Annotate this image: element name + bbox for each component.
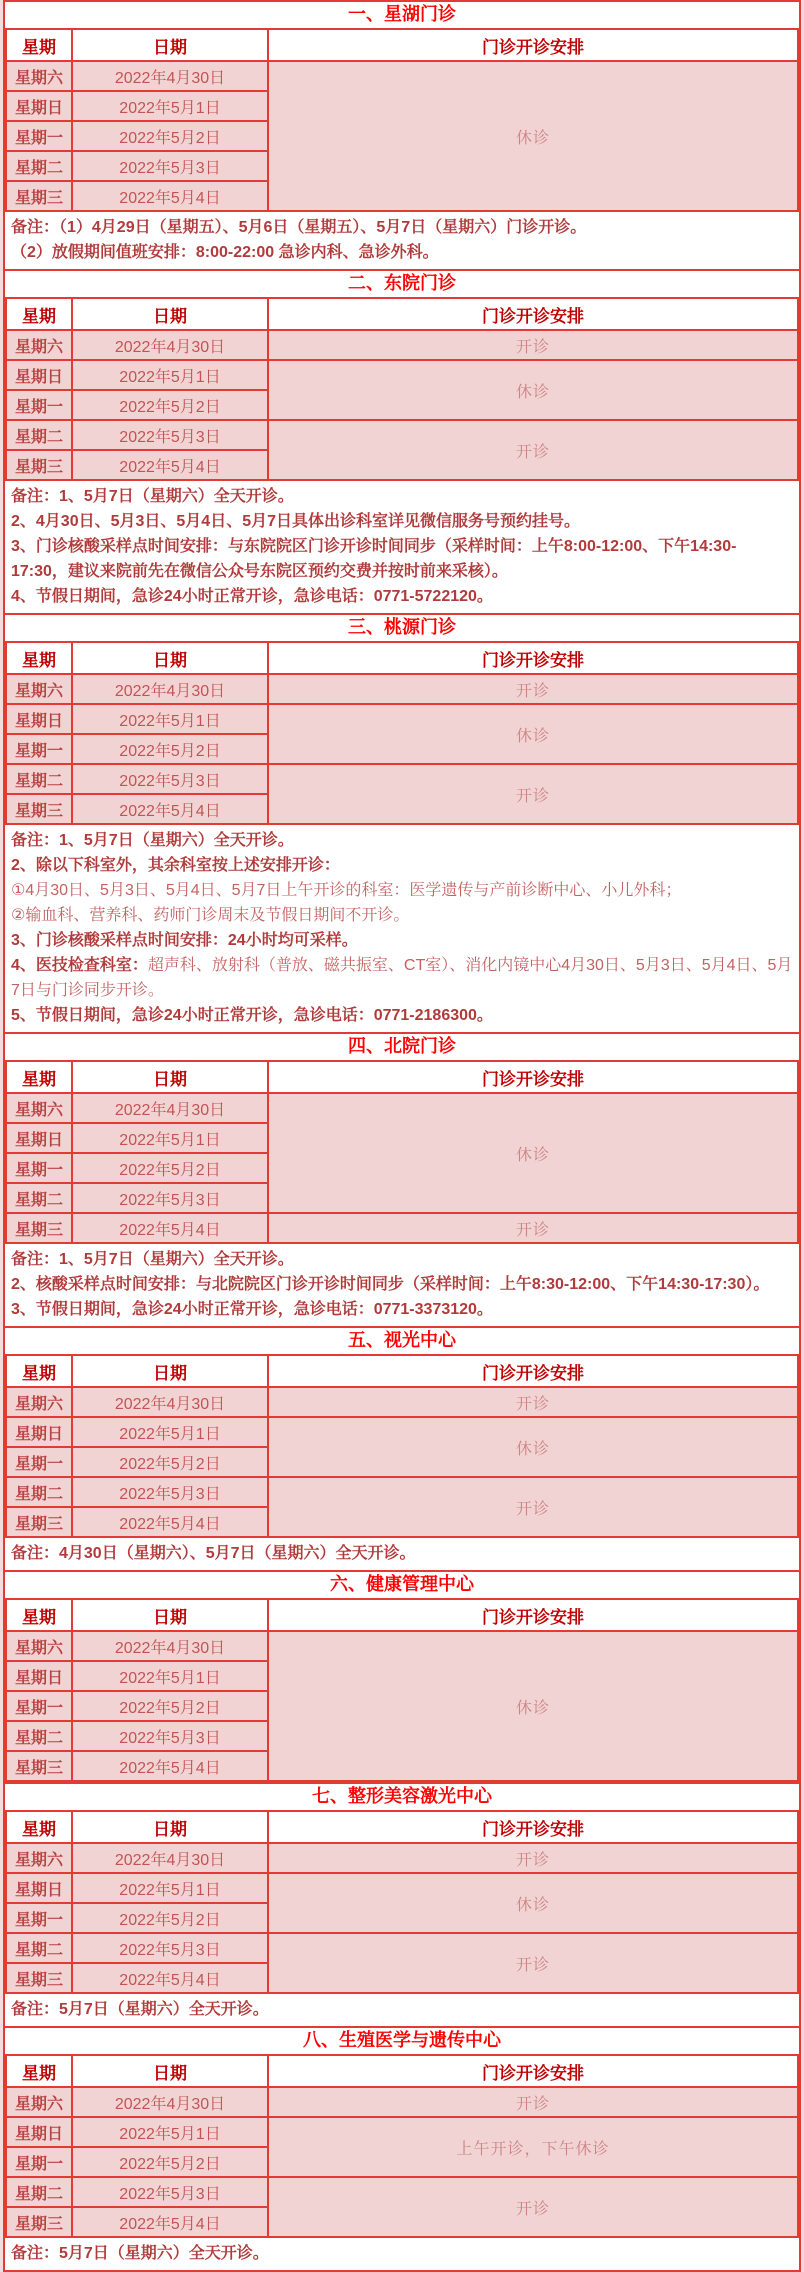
clinic-section: [5, 1782, 799, 2026]
schedule-row: [6, 704, 798, 734]
weekday-cell: 星期二: [6, 1183, 72, 1213]
clinic-section: [5, 269, 799, 613]
note-line: [11, 1272, 793, 1297]
weekday-cell: 星期日: [6, 91, 72, 121]
schedule-row: [6, 360, 798, 390]
weekday-cell: 星期三: [6, 794, 72, 824]
section-notes: [5, 1994, 799, 2026]
weekday-cell: 星期三: [6, 1963, 72, 1993]
date-cell: 2022年5月2日: [72, 1691, 268, 1721]
note-line: [11, 878, 793, 903]
schedule-row: [6, 420, 798, 450]
column-header-week: 星期: [6, 642, 72, 674]
date-cell: 2022年5月2日: [72, 1153, 268, 1183]
note-bold-text: 备注：1、5月7日（星期六）全天开诊。: [11, 1251, 294, 1268]
column-header-week: 星期: [6, 2055, 72, 2087]
weekday-cell: 星期二: [6, 1477, 72, 1507]
schedule-row: [6, 1933, 798, 1963]
schedule-table: [5, 2054, 799, 2238]
clinic-section: [5, 2026, 799, 2270]
date-cell: 2022年5月1日: [72, 1123, 268, 1153]
date-cell: 2022年5月2日: [72, 1903, 268, 1933]
column-header-arrangement: 门诊开诊安排: [268, 1355, 798, 1387]
weekday-cell: 星期六: [6, 1631, 72, 1661]
weekday-cell: 星期二: [6, 1933, 72, 1963]
schedule-row: [6, 1631, 798, 1661]
date-cell: 2022年5月3日: [72, 1477, 268, 1507]
note-bold-text: 2、除以下科室外，其余科室按上述安排开诊：: [11, 857, 340, 874]
schedule-body: [6, 1387, 798, 1537]
note-bold-text: 备注：5月7日（星期六）全天开诊。: [11, 2001, 269, 2018]
date-cell: 2022年5月3日: [72, 151, 268, 181]
note-line: [11, 484, 793, 509]
clinic-section: [5, 613, 799, 1032]
date-cell: 2022年5月4日: [72, 450, 268, 480]
date-cell: 2022年5月1日: [72, 1417, 268, 1447]
date-cell: 2022年5月1日: [72, 360, 268, 390]
column-header-arrangement: 门诊开诊安排: [268, 642, 798, 674]
section-title: 三、桃源门诊: [5, 613, 799, 641]
arrangement-status-cell: 开诊: [268, 764, 798, 824]
note-normal-text: ②输血科、营养科、药师门诊周末及节假日期间不开诊。: [11, 907, 410, 924]
weekday-cell: 星期一: [6, 1153, 72, 1183]
note-bold-text: （2）放假期间值班安排：8:00-22:00 急诊内科、急诊外科。: [11, 244, 439, 261]
date-cell: 2022年5月2日: [72, 2147, 268, 2177]
weekday-cell: 星期六: [6, 1843, 72, 1873]
column-header-week: 星期: [6, 29, 72, 61]
arrangement-status-cell: 开诊: [268, 2177, 798, 2237]
note-bold-text: 3、门诊核酸采样点时间安排：24小时均可采样。: [11, 932, 358, 949]
section-title: 四、北院门诊: [5, 1032, 799, 1060]
note-line: [11, 903, 793, 928]
date-cell: 2022年5月4日: [72, 2207, 268, 2237]
arrangement-status-cell: 开诊: [268, 674, 798, 704]
note-bold-text: 4、节假日期间，急诊24小时正常开诊，急诊电话：0771-5722120。: [11, 588, 493, 605]
weekday-cell: 星期六: [6, 674, 72, 704]
note-line: [11, 853, 793, 878]
weekday-cell: 星期六: [6, 330, 72, 360]
section-notes: [5, 1244, 799, 1326]
schedule-header-row: [6, 1061, 798, 1093]
date-cell: 2022年4月30日: [72, 1387, 268, 1417]
weekday-cell: 星期六: [6, 61, 72, 91]
column-header-date: 日期: [72, 1061, 268, 1093]
schedule-row: [6, 2177, 798, 2207]
column-header-week: 星期: [6, 1811, 72, 1843]
weekday-cell: 星期一: [6, 390, 72, 420]
clinic-section: [5, 1032, 799, 1326]
section-notes: [5, 481, 799, 613]
date-cell: 2022年5月2日: [72, 390, 268, 420]
schedule-table: [5, 28, 799, 212]
schedule-body: [6, 1093, 798, 1243]
column-header-week: 星期: [6, 1355, 72, 1387]
note-bold-text: 5、节假日期间，急诊24小时正常开诊，急诊电话：0771-2186300。: [11, 1007, 493, 1024]
date-cell: 2022年5月4日: [72, 794, 268, 824]
column-header-date: 日期: [72, 1355, 268, 1387]
weekday-cell: 星期三: [6, 1751, 72, 1781]
schedule-row: [6, 1093, 798, 1123]
note-bold-text: 备注：（1）4月29日（星期五）、5月6日（星期五）、5月7日（星期六）门诊开诊。: [11, 219, 587, 236]
schedule-header-row: [6, 1355, 798, 1387]
schedule-body: [6, 330, 798, 480]
date-cell: 2022年5月3日: [72, 420, 268, 450]
schedule-row: [6, 1873, 798, 1903]
date-cell: 2022年5月4日: [72, 1963, 268, 1993]
arrangement-status-cell: 休诊: [268, 61, 798, 211]
column-header-arrangement: 门诊开诊安排: [268, 1061, 798, 1093]
schedule-table: [5, 1598, 799, 1782]
note-bold-text: 备注：5月7日（星期六）全天开诊。: [11, 2245, 269, 2262]
schedule-table: [5, 1060, 799, 1244]
note-line: [11, 2241, 793, 2266]
weekday-cell: 星期一: [6, 121, 72, 151]
weekday-cell: 星期一: [6, 1691, 72, 1721]
arrangement-status-cell: 上午开诊，下午休诊: [268, 2117, 798, 2177]
schedule-header-row: [6, 1811, 798, 1843]
schedule-row: [6, 330, 798, 360]
weekday-cell: 星期六: [6, 1387, 72, 1417]
arrangement-status-cell: 开诊: [268, 1387, 798, 1417]
column-header-arrangement: 门诊开诊安排: [268, 1599, 798, 1631]
arrangement-status-cell: 休诊: [268, 1631, 798, 1781]
note-line: [11, 1997, 793, 2022]
schedule-header-row: [6, 29, 798, 61]
date-cell: 2022年5月1日: [72, 2117, 268, 2147]
weekday-cell: 星期日: [6, 1417, 72, 1447]
schedule-header-row: [6, 642, 798, 674]
note-line: [11, 215, 793, 240]
arrangement-status-cell: 开诊: [268, 330, 798, 360]
schedule-body: [6, 674, 798, 824]
arrangement-status-cell: 休诊: [268, 1873, 798, 1933]
weekday-cell: 星期日: [6, 1123, 72, 1153]
weekday-cell: 星期六: [6, 2087, 72, 2117]
weekday-cell: 星期二: [6, 764, 72, 794]
column-header-week: 星期: [6, 1599, 72, 1631]
date-cell: 2022年4月30日: [72, 2087, 268, 2117]
date-cell: 2022年5月2日: [72, 734, 268, 764]
column-header-arrangement: 门诊开诊安排: [268, 298, 798, 330]
schedule-row: [6, 674, 798, 704]
schedule-row: [6, 2117, 798, 2147]
column-header-date: 日期: [72, 1599, 268, 1631]
note-line: [11, 534, 793, 584]
clinic-section: [5, 1570, 799, 1782]
column-header-week: 星期: [6, 298, 72, 330]
holiday-clinic-schedule-document: [3, 0, 801, 2272]
date-cell: 2022年4月30日: [72, 674, 268, 704]
note-bold-text: 备注：1、5月7日（星期六）全天开诊。: [11, 488, 294, 505]
column-header-week: 星期: [6, 1061, 72, 1093]
section-notes: [5, 212, 799, 269]
section-title: 二、东院门诊: [5, 269, 799, 297]
schedule-body: [6, 61, 798, 211]
date-cell: 2022年4月30日: [72, 61, 268, 91]
date-cell: 2022年4月30日: [72, 330, 268, 360]
arrangement-status-cell: 休诊: [268, 1417, 798, 1477]
schedule-header-row: [6, 298, 798, 330]
section-notes: [5, 825, 799, 1032]
note-bold-text: 备注：1、5月7日（星期六）全天开诊。: [11, 832, 294, 849]
date-cell: 2022年5月3日: [72, 1183, 268, 1213]
note-line: [11, 1003, 793, 1028]
schedule-row: [6, 764, 798, 794]
weekday-cell: 星期日: [6, 360, 72, 390]
date-cell: 2022年5月3日: [72, 1721, 268, 1751]
schedule-body: [6, 1631, 798, 1781]
date-cell: 2022年5月1日: [72, 91, 268, 121]
date-cell: 2022年5月2日: [72, 1447, 268, 1477]
column-header-date: 日期: [72, 2055, 268, 2087]
weekday-cell: 星期二: [6, 1721, 72, 1751]
date-cell: 2022年5月3日: [72, 764, 268, 794]
section-title: 八、生殖医学与遗传中心: [5, 2026, 799, 2054]
schedule-table: [5, 1810, 799, 1994]
schedule-body: [6, 1843, 798, 1993]
date-cell: 2022年5月3日: [72, 1933, 268, 1963]
note-line: [11, 584, 793, 609]
note-line: [11, 828, 793, 853]
arrangement-status-cell: 开诊: [268, 420, 798, 480]
section-title: 五、视光中心: [5, 1326, 799, 1354]
schedule-row: [6, 1387, 798, 1417]
note-line: [11, 1297, 793, 1322]
date-cell: 2022年5月4日: [72, 1213, 268, 1243]
weekday-cell: 星期二: [6, 420, 72, 450]
weekday-cell: 星期二: [6, 151, 72, 181]
weekday-cell: 星期三: [6, 1507, 72, 1537]
arrangement-status-cell: 开诊: [268, 1843, 798, 1873]
note-bold-text: 2、4月30日、5月3日、5月4日、5月7日具体出诊科室详见微信服务号预约挂号。: [11, 513, 580, 530]
date-cell: 2022年5月4日: [72, 181, 268, 211]
date-cell: 2022年5月4日: [72, 1751, 268, 1781]
date-cell: 2022年4月30日: [72, 1631, 268, 1661]
column-header-date: 日期: [72, 1811, 268, 1843]
schedule-row: [6, 1843, 798, 1873]
weekday-cell: 星期日: [6, 1661, 72, 1691]
weekday-cell: 星期一: [6, 2147, 72, 2177]
sections-container: [5, 2, 799, 2270]
schedule-row: [6, 1477, 798, 1507]
schedule-row: [6, 2087, 798, 2117]
weekday-cell: 星期日: [6, 2117, 72, 2147]
note-line: [11, 1541, 793, 1566]
schedule-body: [6, 2087, 798, 2237]
note-line: [11, 240, 793, 265]
schedule-table: [5, 297, 799, 481]
note-bold-text: 3、节假日期间，急诊24小时正常开诊，急诊电话：0771-3373120。: [11, 1301, 493, 1318]
note-normal-text: ①4月30日、5月3日、5月4日、5月7日上午开诊的科室：医学遗传与产前诊断中心、小儿外科；: [11, 882, 682, 899]
note-bold-text: 备注：4月30日（星期六）、5月7日（星期六）全天开诊。: [11, 1545, 416, 1562]
column-header-date: 日期: [72, 29, 268, 61]
column-header-arrangement: 门诊开诊安排: [268, 2055, 798, 2087]
arrangement-status-cell: 休诊: [268, 360, 798, 420]
section-notes: [5, 1538, 799, 1570]
arrangement-status-cell: 休诊: [268, 1093, 798, 1213]
clinic-section: [5, 2, 799, 269]
note-line: [11, 509, 793, 534]
weekday-cell: 星期一: [6, 1447, 72, 1477]
column-header-arrangement: 门诊开诊安排: [268, 1811, 798, 1843]
date-cell: 2022年4月30日: [72, 1843, 268, 1873]
schedule-table: [5, 1354, 799, 1538]
column-header-date: 日期: [72, 298, 268, 330]
schedule-header-row: [6, 2055, 798, 2087]
section-title: 六、健康管理中心: [5, 1570, 799, 1598]
date-cell: 2022年5月1日: [72, 1661, 268, 1691]
weekday-cell: 星期三: [6, 1213, 72, 1243]
note-normal-text: 超声科、放射科（普放、磁共振室、CT室）、消化内镜中心4月30日、5月3日、5月4日、5月7日与门诊同步开诊。: [11, 957, 793, 999]
schedule-row: [6, 1213, 798, 1243]
weekday-cell: 星期日: [6, 704, 72, 734]
date-cell: 2022年5月2日: [72, 121, 268, 151]
arrangement-status-cell: 休诊: [268, 704, 798, 764]
note-line: [11, 1247, 793, 1272]
arrangement-status-cell: 开诊: [268, 1477, 798, 1537]
date-cell: 2022年5月1日: [72, 704, 268, 734]
section-title: 七、整形美容激光中心: [5, 1782, 799, 1810]
column-header-date: 日期: [72, 642, 268, 674]
clinic-section: [5, 1326, 799, 1570]
date-cell: 2022年5月3日: [72, 2177, 268, 2207]
note-line: [11, 928, 793, 953]
section-title: 一、星湖门诊: [5, 2, 799, 28]
arrangement-status-cell: 开诊: [268, 1933, 798, 1993]
weekday-cell: 星期一: [6, 734, 72, 764]
date-cell: 2022年5月4日: [72, 1507, 268, 1537]
weekday-cell: 星期三: [6, 181, 72, 211]
schedule-table: [5, 641, 799, 825]
note-line: [11, 953, 793, 1003]
weekday-cell: 星期六: [6, 1093, 72, 1123]
weekday-cell: 星期一: [6, 1903, 72, 1933]
schedule-row: [6, 61, 798, 91]
date-cell: 2022年5月1日: [72, 1873, 268, 1903]
section-notes: [5, 2238, 799, 2270]
arrangement-status-cell: 开诊: [268, 1213, 798, 1243]
note-bold-text: 4、医技检查科室：: [11, 957, 148, 974]
weekday-cell: 星期三: [6, 2207, 72, 2237]
column-header-arrangement: 门诊开诊安排: [268, 29, 798, 61]
note-bold-text: 2、核酸采样点时间安排：与北院院区门诊开诊时间同步（采样时间：上午8:30-12:00、下午14:30-17:30）。: [11, 1276, 770, 1293]
note-bold-text: 3、门诊核酸采样点时间安排：与东院院区门诊开诊时间同步（采样时间：上午8:00-12:00、下午14:30-17:30，建议来院前先在微信公众号东院区预约交费并按时前来采核）。: [11, 538, 737, 580]
weekday-cell: 星期日: [6, 1873, 72, 1903]
date-cell: 2022年4月30日: [72, 1093, 268, 1123]
arrangement-status-cell: 开诊: [268, 2087, 798, 2117]
weekday-cell: 星期三: [6, 450, 72, 480]
weekday-cell: 星期二: [6, 2177, 72, 2207]
schedule-header-row: [6, 1599, 798, 1631]
schedule-row: [6, 1417, 798, 1447]
